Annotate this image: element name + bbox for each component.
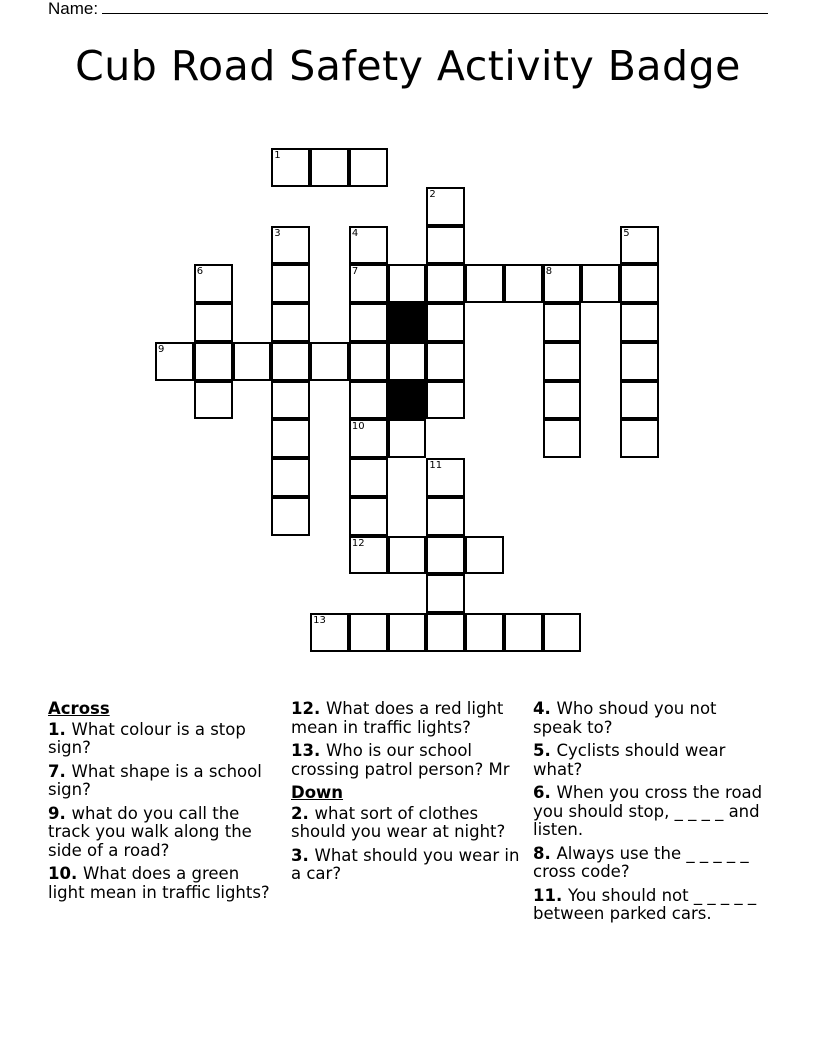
- clue-number: 3: [274, 227, 281, 239]
- clue-down-4: 4. Who shoud you not speak to?: [533, 699, 717, 737]
- clue-down-11: 11. You should not _ _ _ _ _ between parked cars.: [533, 885, 757, 923]
- crossword-cell[interactable]: [620, 264, 659, 303]
- clue-across-12: 12. What does a red light mean in traffic lights?: [291, 699, 504, 737]
- clue-number: 11: [429, 460, 443, 472]
- clue-number: 5: [623, 227, 630, 239]
- crossword-cell[interactable]: [620, 226, 659, 265]
- page-title: Cub Road Safety Activity Badge: [75, 42, 741, 90]
- clue-down-8: 8. Always use the _ _ _ _ _ cross code?: [533, 843, 749, 881]
- crossword-cell[interactable]: [388, 342, 427, 381]
- across-heading: Across: [48, 699, 110, 718]
- crossword-cell[interactable]: [349, 613, 388, 652]
- crossword-cell[interactable]: [504, 613, 543, 652]
- crossword-cell[interactable]: [271, 303, 310, 342]
- crossword-cell[interactable]: [233, 342, 272, 381]
- crossword-cell[interactable]: [271, 264, 310, 303]
- clue-down-2: 2. what sort of clothes should you wear at night?: [291, 803, 506, 841]
- crossword-cell[interactable]: [271, 458, 310, 497]
- black-square: [388, 381, 427, 420]
- crossword-cell[interactable]: [426, 187, 465, 226]
- crossword-cell[interactable]: [426, 226, 465, 265]
- crossword-cell[interactable]: [620, 303, 659, 342]
- clue-down-6: 6. When you cross the road you should stop, _ _ _ _ and listen.: [533, 783, 763, 839]
- crossword-cell[interactable]: [543, 419, 582, 458]
- clue-number: 7: [351, 266, 359, 278]
- clues-column-2: [291, 700, 526, 889]
- crossword-cell[interactable]: [349, 419, 388, 458]
- clue-number: 2: [429, 188, 436, 200]
- clue-number: 12: [351, 537, 365, 549]
- clue-number: 13: [313, 615, 326, 627]
- crossword-cell[interactable]: [620, 342, 659, 381]
- clue-across-10: 10. What does a green light mean in traffic lights?: [48, 864, 270, 902]
- crossword-cell[interactable]: [543, 303, 582, 342]
- crossword-cell[interactable]: [271, 226, 310, 265]
- clue-across-7: 7. What shape is a school sign?: [48, 761, 262, 799]
- crossword-cell[interactable]: [271, 497, 310, 536]
- clue-number: 6: [196, 266, 204, 278]
- clue-number: 8: [545, 266, 553, 278]
- crossword-cell[interactable]: [620, 381, 659, 420]
- crossword-cell[interactable]: [349, 264, 388, 303]
- crossword-cell[interactable]: [543, 264, 582, 303]
- crossword-cell[interactable]: [194, 381, 233, 420]
- crossword-cell[interactable]: [543, 613, 582, 652]
- crossword-cell[interactable]: [426, 264, 465, 303]
- crossword-cell[interactable]: [388, 536, 427, 575]
- crossword-cell[interactable]: [543, 381, 582, 420]
- crossword-cell[interactable]: [426, 342, 465, 381]
- clue-across-9: 9. what do you call the track you walk along the side of a road?: [48, 803, 252, 860]
- crossword-cell[interactable]: [349, 381, 388, 420]
- crossword-cell[interactable]: [310, 613, 349, 652]
- crossword-cell[interactable]: [155, 342, 194, 381]
- crossword-cell[interactable]: [426, 458, 465, 497]
- clue-number: 4: [351, 227, 359, 239]
- crossword-cell[interactable]: [426, 303, 465, 342]
- crossword-cell[interactable]: [349, 458, 388, 497]
- crossword-cell[interactable]: [388, 264, 427, 303]
- crossword-cell[interactable]: [349, 303, 388, 342]
- crossword-cell[interactable]: [194, 303, 233, 342]
- crossword-cell[interactable]: [620, 419, 659, 458]
- crossword-cell[interactable]: [388, 419, 427, 458]
- crossword-cell[interactable]: [426, 613, 465, 652]
- clue-number: 1: [274, 150, 281, 161]
- crossword-cell[interactable]: [465, 536, 504, 575]
- crossword-cell[interactable]: [310, 148, 349, 187]
- clue-down-3: 3. What should you wear in a car?: [291, 845, 520, 883]
- crossword-cell[interactable]: [271, 148, 310, 187]
- crossword-cell[interactable]: [465, 264, 504, 303]
- crossword-cell[interactable]: [504, 264, 543, 303]
- crossword-cell[interactable]: [194, 264, 233, 303]
- crossword-cell[interactable]: [194, 342, 233, 381]
- crossword-cell[interactable]: [349, 536, 388, 575]
- crossword-cell[interactable]: [349, 342, 388, 381]
- clue-number: 10: [351, 421, 365, 433]
- clue-across-1: 1. What colour is a stop sign?: [48, 719, 246, 757]
- crossword-cell[interactable]: [271, 419, 310, 458]
- black-square: [388, 303, 427, 342]
- crossword-cell[interactable]: [543, 342, 582, 381]
- clues-column-1: [48, 700, 273, 907]
- crossword-cell[interactable]: [426, 574, 465, 613]
- crossword-cell[interactable]: [426, 381, 465, 420]
- crossword-cell[interactable]: [388, 613, 427, 652]
- name-label: Name:: [48, 0, 99, 18]
- clue-across-13: 13. Who is our school crossing patrol person? Mr: [291, 741, 510, 779]
- crossword-cell[interactable]: [349, 497, 388, 536]
- clue-number: 9: [158, 343, 165, 355]
- crossword-cell[interactable]: [349, 226, 388, 265]
- crossword-cell[interactable]: [271, 381, 310, 420]
- crossword-cell[interactable]: [581, 264, 620, 303]
- crossword-cell[interactable]: [426, 536, 465, 575]
- crossword-cell[interactable]: [465, 613, 504, 652]
- crossword-cell[interactable]: [426, 497, 465, 536]
- crossword-cell[interactable]: [271, 342, 310, 381]
- crossword-cell[interactable]: [310, 342, 349, 381]
- crossword-cell[interactable]: [349, 148, 388, 187]
- clues-column-3: [533, 700, 768, 929]
- down-heading: Down: [291, 783, 344, 802]
- clue-down-5: 5. Cyclists should wear what?: [533, 741, 726, 779]
